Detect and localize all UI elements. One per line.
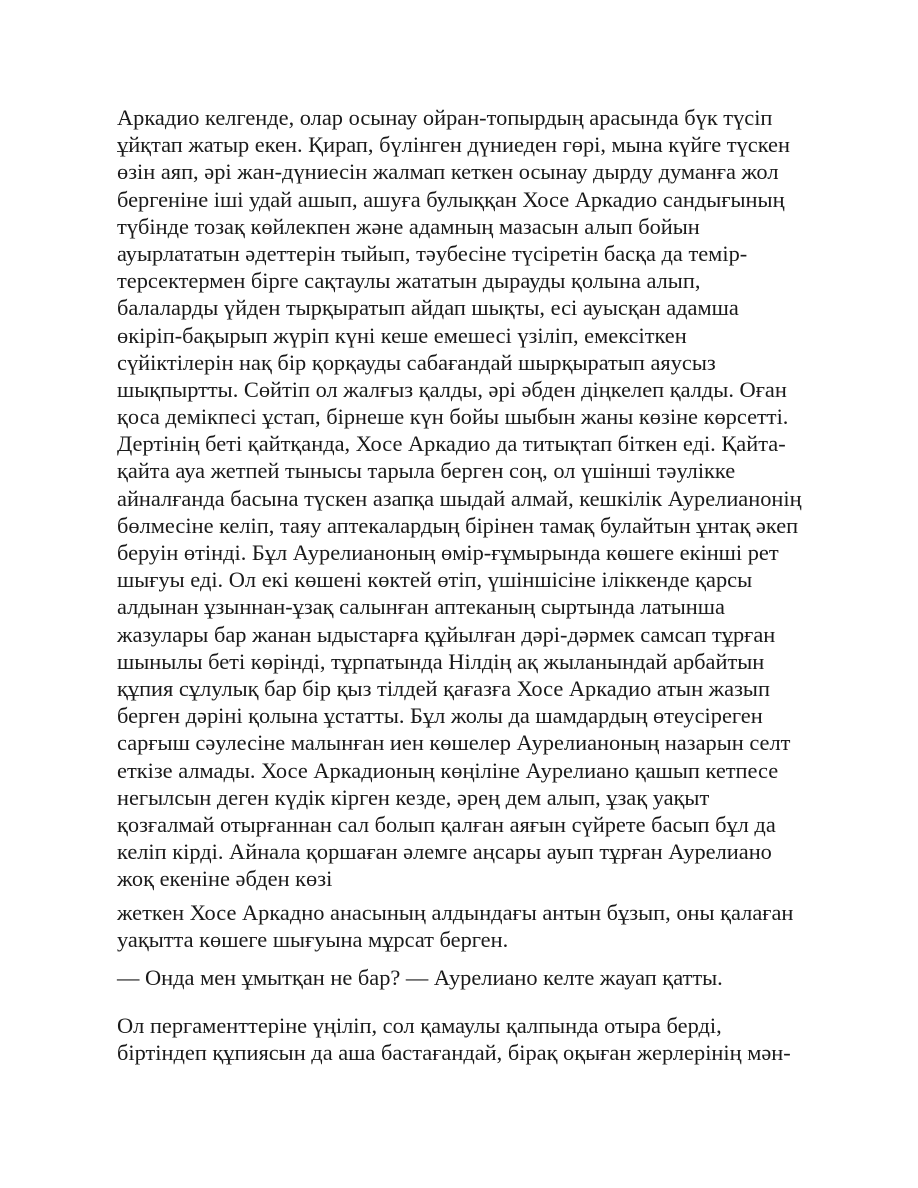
text-line: бөлмесіне келіп, таяу аптекалардың бірінен тамақ булайтын ұнтақ әкеп bbox=[117, 512, 799, 538]
text-line: — Онда мен ұмытқан не бар? — Аурелиано келте жауап қатты. bbox=[117, 965, 723, 990]
text-line: қайта ауа жетпей тынысы тарыла берген соң, ол үшінші тәулікке bbox=[117, 458, 736, 484]
text-line: бергеніне іші удай ашып, ашуға булыққан Хосе Аркадио сандығының bbox=[117, 186, 785, 212]
text-line: келіп кірді. Айнала қоршаған әлемге аңсары ауып тұрған Аурелиано bbox=[117, 839, 772, 865]
text-line: сүйіктілерін нақ бір қорқауды сабағандай шырқыратып аяусыз bbox=[117, 349, 716, 375]
text-line: берген дәріні қолына ұстатты. Бұл жолы да шамдардың өтеусіреген bbox=[117, 703, 763, 729]
text-line: шығуы еді. Ол екі көшені көктей өтіп, үшіншісіне іліккенде қарсы bbox=[117, 567, 753, 593]
text-line: уақытта көшеге шығуына мұрсат берген. bbox=[117, 927, 509, 953]
paragraph-2 bbox=[117, 899, 837, 953]
text-line: балаларды үйден тырқыратып айдап шықты, есі ауысқан адамша bbox=[117, 295, 739, 321]
text-line: шынылы беті көрінді, тұрпатында Нілдің ақ жыланындай арбайтын bbox=[117, 648, 765, 674]
text-line: беруін өтінді. Бұл Аурелианоның өмір-ғұмырында көшеге екінші рет bbox=[117, 540, 779, 565]
text-line: ұйқтап жатыр екен. Қирап, бүлінген дүниеден гөрі, мына күйге түскен bbox=[117, 132, 790, 158]
text-line: шықпыртты. Сөйтіп ол жалғыз қалды, әрі әбден діңкелеп қалды. Оған bbox=[117, 376, 787, 402]
text-line: қоса демікпесі ұстап, бірнеше күн бойы шыбын жаны көзіне көрсетті. bbox=[117, 404, 789, 430]
text-line: Аркадио келгенде, олар осынау ойран-топырдың арасында бүк түсіп bbox=[117, 105, 773, 130]
text-line: еткізе алмады. Хосе Аркадионың көңіліне Аурелиано қашып кетпесе bbox=[117, 757, 779, 783]
paragraph-1 bbox=[117, 104, 837, 892]
text-line: ауырлататын әдеттерін тыйып, тәубесіне түсіретін басқа да темір- bbox=[117, 240, 748, 266]
text-line: жеткен Хосе Аркадно анасының алдындағы антын бұзып, оны қалаған bbox=[117, 900, 794, 925]
text-line: сарғыш сәулесіне малынған иен көшелер Аурелианоның назарын селт bbox=[117, 730, 791, 756]
text-line: Ол пергаменттеріне үңіліп, сол қамаулы қалпында отыра берді, bbox=[117, 1013, 722, 1038]
paragraph-4 bbox=[117, 1012, 837, 1066]
text-line: негылсын деген күдік кірген кезде, әрең дем алып, ұзақ уақыт bbox=[117, 784, 710, 810]
paragraph-3-dialogue bbox=[117, 964, 837, 991]
text-line: біртіндеп құпиясын да аша бастағандай, бірақ оқыған жерлерінің мән- bbox=[117, 1040, 791, 1066]
text-line: терсектермен бірге сақтаулы жататын дырауды қолына алып, bbox=[117, 268, 701, 294]
text-line: айналғанда басына түскен азапқа шыдай алмай, кешкілік Аурелианонің bbox=[117, 485, 802, 511]
text-line: қозғалмай отырғаннан сал болып қалған аяғын сүйрете басып бұл да bbox=[117, 811, 776, 837]
text-line: құпия сұлулық бар бір қыз тілдей қағазға Хосе Аркадио атын жазып bbox=[117, 675, 770, 701]
text-line: алдынан ұзыннан-ұзақ салынған аптеканың сыртында латынша bbox=[117, 594, 725, 620]
text-line: жазулары бар жанан ыдыстарға құйылған дәрі-дәрмек самсап тұрған bbox=[117, 621, 776, 647]
text-line: өзін аяп, әрі жан-дүниесін жалмап кеткен осынау дырду думанға жол bbox=[117, 159, 779, 185]
text-line: түбінде тозақ көйлекпен және адамның мазасын алып бойын bbox=[117, 213, 700, 239]
text-line: жоқ екеніне әбден көзі bbox=[117, 866, 333, 892]
text-line: өкіріп-бақырып жүріп күні кеше емешесі үзіліп, емексіткен bbox=[117, 322, 687, 348]
text-line: Дертінің беті қайтқанда, Хосе Аркадио да титықтап біткен еді. Қайта- bbox=[117, 431, 786, 457]
